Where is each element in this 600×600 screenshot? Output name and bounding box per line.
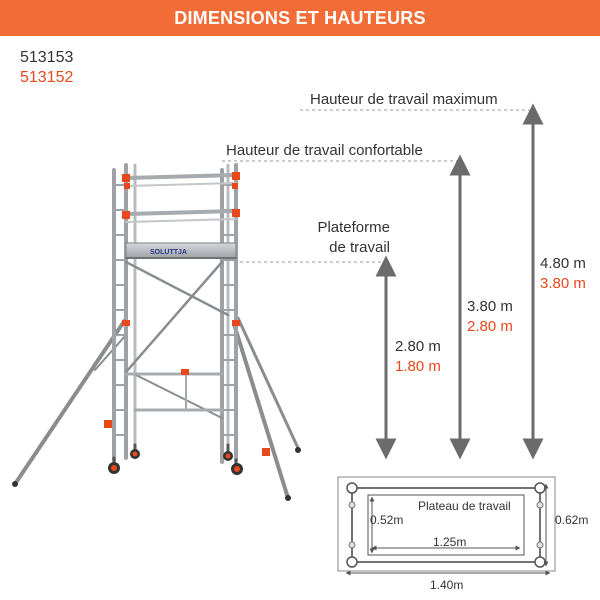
scaffold-illustration [12, 165, 301, 501]
height-arrows [386, 114, 533, 449]
page-title: DIMENSIONS ET HAUTEURS [174, 7, 426, 28]
tray-label: Plateau de travail [418, 499, 511, 513]
outer-length-label: 1.40m [430, 578, 464, 592]
platform-height-secondary: 1.80 m [395, 358, 441, 375]
outer-width-label: 0.62m [555, 513, 589, 527]
platform-height-primary: 2.80 m [395, 338, 441, 355]
max-height-label: Hauteur de travail maximum [310, 91, 498, 108]
platform-label-line1: Plateforme [317, 219, 390, 236]
comfort-height-label: Hauteur de travail confortable [226, 142, 423, 159]
ref-primary: 513153 [20, 49, 74, 66]
max-height-primary: 4.80 m [540, 255, 586, 272]
comfort-height-primary: 3.80 m [467, 298, 513, 315]
platform-label-line2: de travail [329, 239, 390, 256]
inner-width-label: 0.52m [370, 513, 404, 527]
ref-secondary: 513152 [20, 69, 74, 86]
comfort-height-secondary: 2.80 m [467, 318, 513, 335]
max-height-secondary: 3.80 m [540, 275, 586, 292]
tray-length-label: 1.25m [433, 535, 467, 549]
outrigger-left [15, 320, 125, 484]
brand-label: SOLUTTJA [150, 249, 187, 256]
